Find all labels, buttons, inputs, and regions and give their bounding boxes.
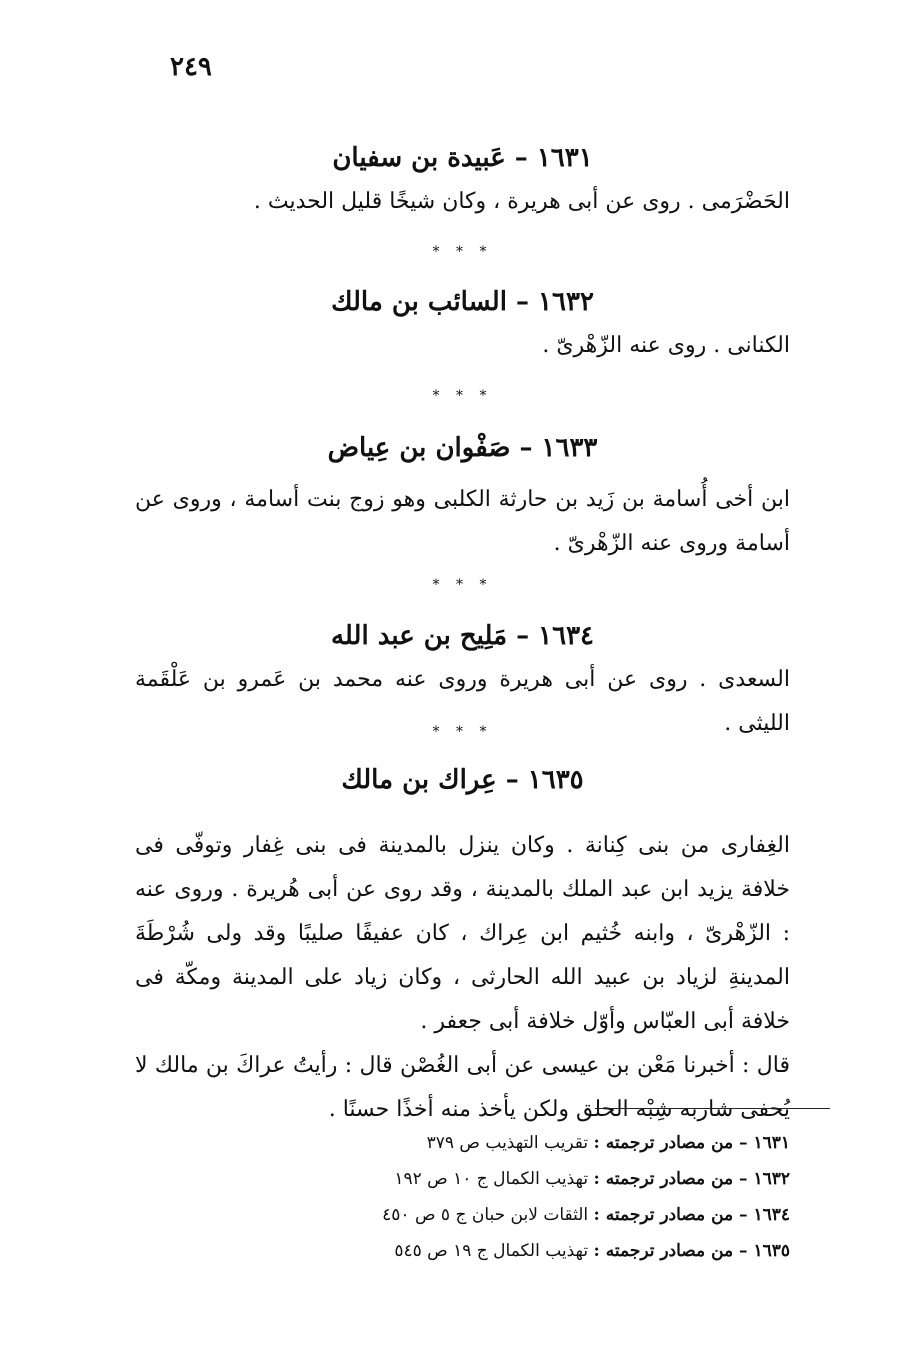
footnote-item (290, 1233, 790, 1269)
entry-text: ابن أخى أُسامة بن زَيد بن حارثة الكلبى وهو زوج بنت أسامة ، وروى عن أسامة وروى عنه الزّهْرىّ . (135, 487, 790, 556)
footnote-source: تهذيب الكمال ج ١٩ ص ٥٤٥ (394, 1241, 589, 1261)
footnote-source: تهذيب الكمال ج ١٠ ص ١٩٢ (394, 1169, 589, 1189)
section-separator: * * * (432, 724, 493, 740)
footnote-item (290, 1125, 790, 1161)
entry-title: ١٦٣٥ – عِراك بن مالك (341, 765, 584, 795)
footnote-source: الثقات لابن حبان ج ٥ ص ٤٥٠ (382, 1205, 589, 1225)
entry-1635 (135, 762, 790, 1132)
footnote-lead: ١٦٣١ – من مصادر ترجمته : (593, 1133, 790, 1153)
entry-1632 (135, 284, 790, 368)
entry-title: ١٦٣٤ – مَلِيح بن عبد الله (330, 621, 594, 651)
entry-paragraph: الغِفارى من بنى كِنانة . وكان ينزل بالمدينة فى بنى غِفار وتوفّى فى خلافة يزيد ابن عبد الملك بالمدينة ، وقد روى عن أبى هُريرة . وروى عنه : الزّهْرىّ ، وابنه خُثيم ابن عِراك ، كان عفيفًا صليبًا وقد ولى شُرْطَةَ المدينةِ لزياد بن عبيد الله الحارثى ، وكان زياد على المدينة ومكّة فى خلافة أبى العبّاس وأوّل خلافة أبى جعفر . (135, 833, 790, 1034)
footnote-lead: ١٦٣٥ – من مصادر ترجمته : (593, 1241, 790, 1261)
entry-text: الكنانى . روى عنه الزّهْرىّ . (542, 333, 790, 358)
entry-1633 (135, 430, 790, 566)
entry-text: السعدى . روى عن أبى هريرة وروى عنه محمد بن عَمرو بن عَلْقَمة الليثى . (135, 667, 790, 736)
section-separator: * * * (432, 577, 493, 593)
footnote-lead: ١٦٣٤ – من مصادر ترجمته : (593, 1205, 790, 1225)
entry-title: ١٦٣١ – عَبيدة بن سفيان (332, 143, 593, 173)
footnotes (290, 1125, 790, 1269)
footnote-divider (595, 1108, 830, 1109)
section-separator: * * * (432, 388, 493, 404)
entry-title: ١٦٣٢ – السائب بن مالك (331, 287, 594, 317)
page-number: ٢٤٩ (170, 52, 212, 82)
footnote-source: تقريب التهذيب ص ٣٧٩ (426, 1133, 589, 1153)
footnote-item (290, 1197, 790, 1233)
entry-text: الحَضْرَمى . روى عن أبى هريرة ، وكان شيخًا قليل الحديث . (253, 189, 790, 214)
section-separator: * * * (432, 244, 493, 260)
footnote-lead: ١٦٣٢ – من مصادر ترجمته : (593, 1169, 790, 1189)
footnote-item (290, 1161, 790, 1197)
entry-paragraph: قال : أخبرنا مَعْن بن عيسى عن أبى الغُصْن قال : رأيتُ عراكَ بن مالك لا يُحفى شاربه شِبْه الحلق ولكن يأخذ منه أخذًا حسنًا . (135, 1053, 790, 1122)
entry-title: ١٦٣٣ – صَفْوان بن عِياض (327, 433, 598, 463)
entry-1631 (135, 140, 790, 224)
